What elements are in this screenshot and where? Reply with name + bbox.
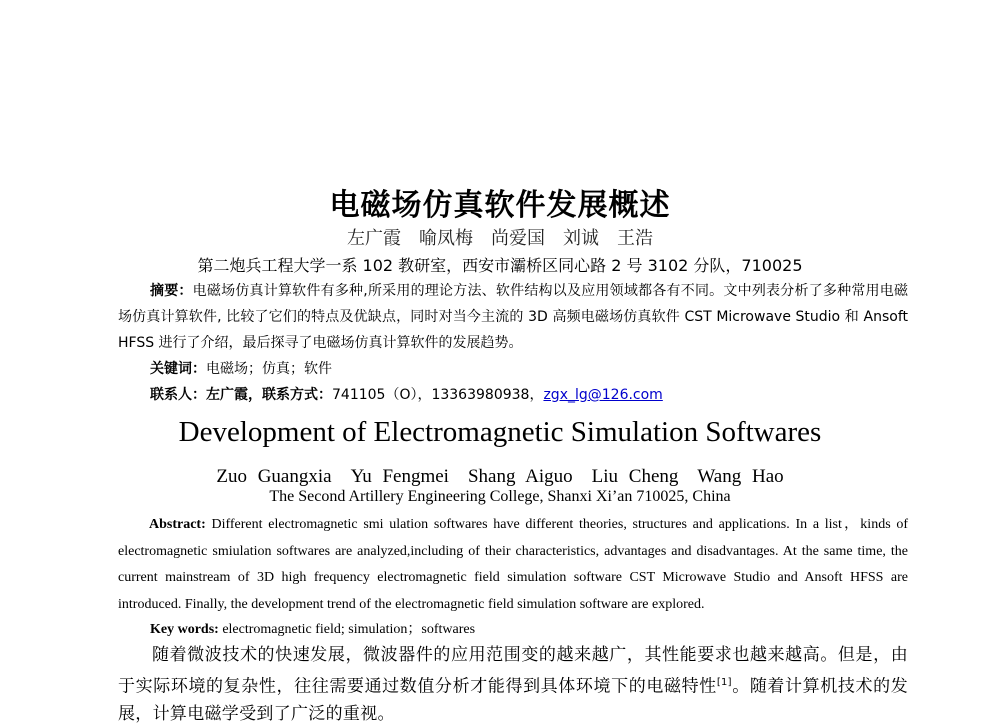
chinese-keywords-label: 关键词： (150, 361, 206, 377)
english-keywords (150, 617, 940, 644)
chinese-keywords (150, 356, 940, 382)
body-text-end: 。随着计算机技术的发展，计算电磁学受到了广泛的重视。 (118, 676, 909, 724)
english-abstract (118, 512, 908, 618)
chinese-abstract (118, 278, 908, 356)
contact-label: 联系人：左广霞，联系方式： (150, 387, 332, 403)
english-keywords-label: Key words: (150, 622, 219, 637)
english-title: Development of Electromagnetic Simulation Softwares (178, 416, 822, 448)
english-abstract-label: Abstract: (149, 517, 206, 532)
body-paragraph (118, 642, 908, 728)
chinese-keywords-text: 电磁场；仿真；软件 (206, 361, 332, 377)
citation-ref[interactable]: [1] (716, 677, 732, 688)
contact-text: 741105（O），13363980938， (332, 387, 544, 403)
english-keywords-text: electromagnetic field; simulation；softwares (222, 622, 476, 637)
chinese-title: 电磁场仿真软件发展概述 (329, 188, 671, 223)
english-authors: Zuo Guangxia Yu Fengmei Shang Aiguo Liu Cheng Wang Hao (216, 466, 784, 487)
chinese-contact (150, 382, 940, 408)
english-affiliation: The Second Artillery Engineering College, Shanxi Xi’an 710025, China (269, 488, 731, 505)
contact-email-link[interactable]: zgx_lg@126.com (543, 387, 663, 403)
chinese-abstract-label: 摘要： (150, 283, 193, 299)
chinese-abstract-text: 电磁场仿真计算软件有多种,所采用的理论方法、软件结构以及应用领域都各有不同。文中列表分析了多种常用电磁场仿真计算软件, 比较了它们的特点及优缺点，同时对当今主流的 3D 高频电磁场仿真软件 CST Microwave Studio 和 Ansoft HFSS 进行了介绍，最后探寻了电磁场仿真计算软件的发展趋势。 (118, 283, 908, 351)
body-text-start: 随着微波技术的快速发展，微波器件的应用范围变的越来越广，其性能要求也越来越高。但是，由于实际环境的复杂性，往往需要通过数值分析才能得到具体环境下的电磁特性 (118, 645, 908, 697)
chinese-affiliation: 第二炮兵工程大学一系 102 教研室，西安市灞桥区同心路 2 号 3102 分队，710025 (197, 256, 803, 275)
chinese-authors: 左广霞 喻凤梅 尚爱国 刘诚 王浩 (347, 228, 653, 249)
english-abstract-text: Different electromagnetic smi ulation softwares have different theories, structures and applications. In a list，kinds of electromagnetic smiulation softwares are analyzed,including of their characteristics, advantages and disadvantages. At the same time, the current mainstream of 3D high frequency electromagnetic field simulation software CST Microwave Studio and Ansoft HFSS are introduced. Finally, the development trend of the electromagnetic field simulation software are explored. (118, 517, 909, 612)
